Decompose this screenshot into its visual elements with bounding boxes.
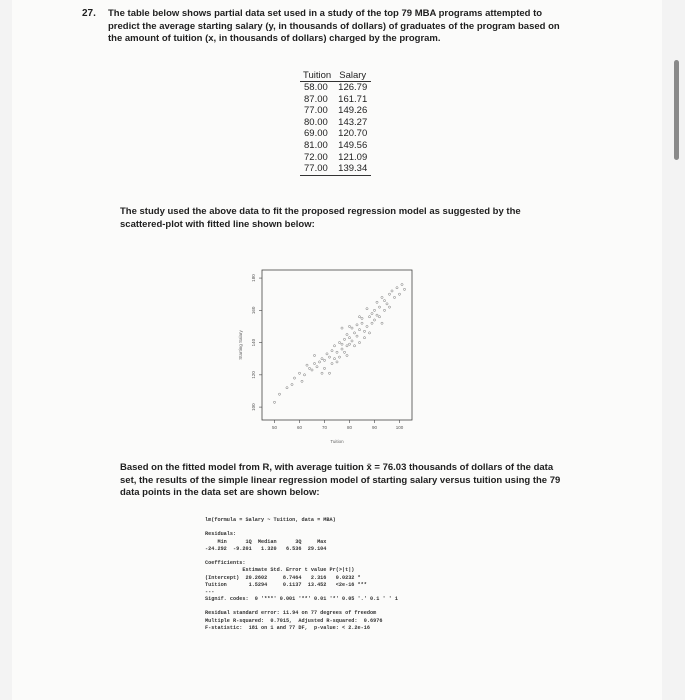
table-cell: 58.00 [304,82,328,93]
scatter-point [316,366,318,368]
r-output-line: Multiple R-squared: 0.7015, Adjusted R-squared: 0.6976 [205,617,383,624]
scatter-point [401,283,403,285]
column-header-tuition: Tuition [300,70,334,82]
table-row [300,128,371,140]
table-cell: 161.71 [338,93,368,105]
scrollbar-thumb[interactable] [674,60,679,160]
r-output-line: lm(formula = Salary ~ Tuition, data = MBA) [205,517,336,523]
results-intro-text: Based on the fitted model from R, with average tuition x̄ = 76.03 thousands of dollars of the data set, the results of the simple linear regression model of starting salary versus tuition using the 79 data points in the data set are shown below: [120,462,561,498]
scatter-point [386,303,388,305]
scatter-plot [226,262,426,447]
scatter-point [353,345,355,347]
scatter-point [341,348,343,350]
scatter-point [368,316,370,318]
y-tick-label: 120 [251,371,256,379]
table-row [300,94,371,106]
scatter-point [338,341,340,343]
table-row [300,117,371,129]
scatter-point [308,367,310,369]
table-cell: 69.00 [304,128,328,140]
scatter-point [381,296,383,298]
scatter-point [338,356,340,358]
scatter-point [356,324,358,326]
r-output-line: Tuition 1.5294 0.1137 13.452 <2e-16 *** [205,581,367,588]
scatter-point [343,338,345,340]
scatter-point [348,337,350,339]
plot-intro-text: The study used the above data to fit the proposed regression model as suggested by the scattered-plot with fitted line shown below: [120,206,521,230]
x-tick-label: 90 [371,425,378,430]
scatter-point [348,343,350,345]
r-output-line: F-statistic: 181 on 1 and 77 DF, p-value: < 2.2e-16 [205,624,370,631]
scatter-point [318,361,320,363]
r-output-line [205,524,485,531]
table-cell: 120.70 [338,128,368,140]
r-output-line: Signif. codes: 0 '***' 0.001 '**' 0.01 '*' 0.05 '.' 0.1 ' ' 1 [205,596,399,603]
scatter-point [348,325,350,327]
scatter-point [366,325,368,327]
scatter-point [341,327,343,329]
scatter-point [378,306,380,308]
scatter-point [381,322,383,324]
scatter-point [346,354,348,356]
scatter-point [373,309,375,311]
scatter-point [373,319,375,321]
scatter-point [358,316,360,318]
scatter-point [303,374,305,376]
table-cell: 126.79 [338,82,368,93]
scatter-point [341,343,343,345]
scatter-point [388,306,390,308]
scatter-point [371,312,373,314]
r-output-line [205,603,485,610]
scatter-point [328,356,330,358]
x-tick-label: 100 [395,425,404,430]
r-regression-output [205,517,485,632]
scatter-point [376,301,378,303]
scatter-point [391,290,393,292]
data-table [300,70,371,176]
scatter-point [323,359,325,361]
column-header-salary: Salary [334,70,371,82]
scatter-point [278,393,280,395]
x-tick-label: 70 [321,425,328,430]
y-tick-label: 140 [251,338,256,347]
scatter-point [321,372,323,374]
y-tick-label: 100 [251,403,256,411]
table-cell: 81.00 [304,139,328,151]
scatter-point [311,369,313,371]
scatter-point [286,387,288,389]
y-tick-label: 180 [251,274,256,282]
table-row [300,140,371,152]
r-output-line: Residuals: [205,531,237,538]
scatter-point [383,309,385,311]
plot-frame [262,270,412,420]
scatter-point [301,380,303,382]
scatter-point [358,341,360,343]
x-axis-label: Tuition [330,439,344,444]
scatter-point [333,358,335,360]
scatter-point [371,322,373,324]
table-row [300,152,371,164]
table-row [300,82,371,94]
scatter-point [361,317,363,319]
x-tick-label: 80 [346,425,353,430]
scrollbar[interactable] [673,60,681,170]
y-tick-label: 160 [251,306,256,315]
table-cell: 72.00 [304,151,328,163]
scatter-point [326,353,328,355]
scatter-point [313,362,315,364]
scatter-point [321,358,323,360]
scatter-point [331,350,333,352]
r-output-line: (Intercept) 20.2602 8.7464 2.316 0.0232 * [205,574,361,581]
scatter-point [328,372,330,374]
r-output-line [205,553,485,560]
table-row [300,163,371,175]
scatter-point [363,337,365,339]
scatter-point [336,361,338,363]
scatter-point [291,383,293,385]
table-cell: 87.00 [304,93,328,105]
table-cell: 121.09 [338,151,368,163]
scatter-point [356,335,358,337]
y-axis-label: Starting Salary [238,330,243,360]
scatter-point [336,351,338,353]
scatter-point [343,351,345,353]
scatter-point [306,364,308,366]
scatter-point [368,332,370,334]
scatter-point [378,316,380,318]
scatter-point [366,308,368,310]
scatter-point [273,401,275,403]
table-cell: 80.00 [304,116,328,128]
table-cell: 149.56 [338,139,368,151]
scatter-point [346,333,348,335]
table-cell: 149.26 [338,105,368,117]
scatter-point [351,327,353,329]
table-cell: 77.00 [304,105,328,117]
scatter-point [358,329,360,331]
table-cell: 143.27 [338,116,368,128]
r-output-line: Estimate Std. Error t value Pr(>|t|) [205,567,355,574]
scatter-point [331,362,333,364]
table-cell: 77.00 [300,163,334,175]
scatter-point [351,340,353,342]
scatter-point [333,345,335,347]
r-output-line: Min 1Q Median 3Q Max [205,538,327,545]
scatter-point [293,377,295,379]
r-output-line: Coefficients: [205,560,246,567]
scatter-point [346,345,348,347]
scatter-point [388,293,390,295]
scatter-point [396,287,398,289]
x-tick-label: 50 [271,425,278,430]
question-text: The table below shows partial data set used in a study of the top 79 MBA programs attempted to predict the average starting salary (y, in thousands of dollars) of graduates of the program based on the amount of tuition (x, in thousands of dollars) charged by the program. [108,8,560,44]
scatter-point [313,354,315,356]
x-tick-label: 60 [296,425,303,430]
scatter-point [323,367,325,369]
r-output-line: --- [205,588,215,595]
r-output-line: -24.292 -9.201 1.320 6.536 29.104 [205,545,327,552]
scatter-point [361,322,363,324]
question-number: 27. [82,8,96,19]
scatter-point [363,330,365,332]
scatter-point [393,296,395,298]
scatter-point [353,332,355,334]
scatter-point [403,288,405,290]
scatter-point [383,300,385,302]
scatter-point [398,293,400,295]
scatter-point [376,314,378,316]
table-cell: 139.34 [334,163,371,175]
r-output-line: Residual standard error: 11.94 on 77 degrees of freedom [205,610,377,617]
scatter-point [298,372,300,374]
table-row [300,105,371,117]
